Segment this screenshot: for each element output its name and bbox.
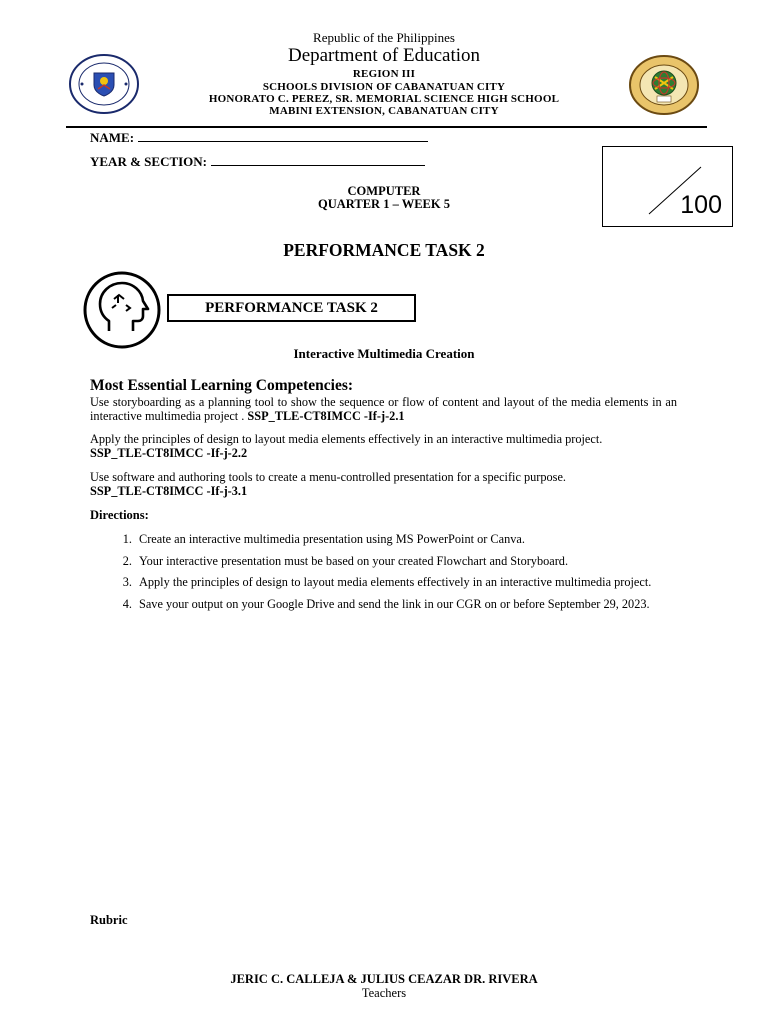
section-field[interactable]	[90, 154, 425, 170]
name-field[interactable]	[90, 130, 428, 146]
rubric-heading: Rubric	[90, 913, 128, 927]
subject-name: COMPUTER	[347, 184, 421, 198]
subject-quarter: QUARTER 1 – WEEK 5	[318, 197, 450, 211]
footer-role: Teachers	[361, 986, 407, 1000]
direction-item: 3. Apply the principles of design to layout media elements effectively in an interactive multimedia project.	[135, 576, 722, 590]
header-division: SCHOOLS DIVISION OF CABANATUAN CITY	[262, 81, 506, 93]
footer-teachers: JERIC C. CALLEJA & JULIUS CEAZAR DR. RIVERA	[230, 972, 538, 986]
name-blank-line[interactable]	[138, 130, 428, 142]
section-label: YEAR & SECTION:	[90, 154, 208, 169]
head-thinking-icon	[82, 271, 172, 349]
header-divider	[66, 126, 707, 128]
header-address: MABINI EXTENSION, CABANATUAN CITY	[269, 105, 499, 117]
header-region: REGION III	[352, 68, 416, 80]
task-subtitle: Interactive Multimedia Creation	[293, 346, 475, 361]
direction-item: 2. Your interactive presentation must be based on your created Flowchart and Storyboard.	[135, 555, 722, 569]
score-total: 100	[680, 191, 722, 219]
competency-item: Use storyboarding as a planning tool to show the sequence or flow of content and layout of the media elements in an interactive multimedia project . SSP_TLE-CT8IMCC -If-j-2.1	[90, 395, 677, 423]
task-title: PERFORMANCE TASK 2	[283, 240, 485, 260]
direction-item: 1. Create an interactive multimedia presentation using MS PowerPoint or Canva.	[135, 533, 722, 547]
competency-code: SSP_TLE-CT8IMCC -If-j-2.1	[247, 408, 405, 423]
directions-heading: Directions:	[90, 508, 149, 522]
header-republic: Republic of the Philippines	[313, 30, 455, 45]
task-label-box: PERFORMANCE TASK 2	[167, 294, 416, 322]
competency-code: SSP_TLE-CT8IMCC -If-j-2.2	[90, 445, 248, 460]
header-school: HONORATO C. PEREZ, SR. MEMORIAL SCIENCE HIGH SCHOOL	[208, 93, 560, 105]
header-department: Department of Education	[287, 45, 481, 66]
name-label: NAME:	[90, 130, 135, 145]
section-blank-line[interactable]	[211, 154, 425, 166]
competency-item: Use software and authoring tools to create a menu-controlled presentation for a specific purpose. SSP_TLE-CT8IMCC -If-j-3.1	[90, 470, 566, 498]
directions-list	[90, 533, 722, 619]
competency-item: Apply the principles of design to layout media elements effectively in an interactive multimedia project. SSP_TLE-CT8IMCC -If-j-2.2	[90, 432, 603, 460]
competency-code: SSP_TLE-CT8IMCC -If-j-3.1	[90, 483, 248, 498]
direction-item: 4. Save your output on your Google Drive and send the link in our CGR on or before September 29, 2023.	[135, 598, 722, 612]
competencies-heading: Most Essential Learning Competencies:	[90, 377, 354, 394]
